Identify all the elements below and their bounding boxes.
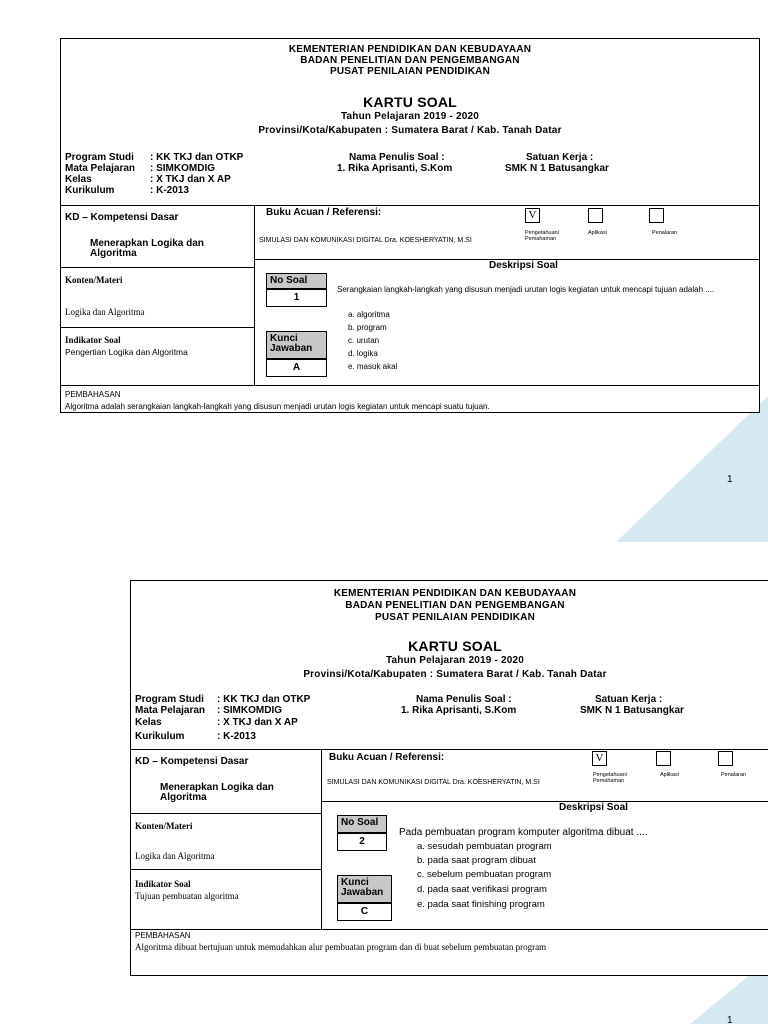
academic-year: Tahun Pelajaran 2019 - 2020	[340, 111, 480, 122]
agency-heading: BADAN PENELITIAN DAN PENGEMBANGAN	[300, 55, 520, 66]
author-label: Nama Penulis Soal :	[416, 694, 512, 705]
question-text: Pada pembuatan program komputer algoritma dibuat ....	[399, 827, 648, 838]
program-label: Program Studi	[65, 152, 134, 163]
indicator-label: Indikator Soal	[135, 879, 191, 889]
decorative-triangle	[616, 396, 768, 542]
option-a: a. sesudah pembuatan program	[417, 841, 552, 852]
question-number-value: 2	[337, 833, 387, 851]
reference-label: Buku Acuan / Referensi:	[266, 207, 382, 218]
content-label: Konten/Materi	[65, 275, 123, 285]
level-label-reasoning: Penalaran	[652, 230, 678, 236]
option-d: d. logika	[348, 349, 378, 358]
level-label-understanding: Pengetahuan/ Pemahaman	[525, 230, 560, 242]
center-heading: PUSAT PENILAIAN PENDIDIKAN	[329, 66, 491, 77]
kd-value: Menerapkan Logika dan Algoritma	[160, 782, 274, 803]
discussion-text: Algoritma dibuat bertujuan untuk memudahkan alur pembuatan program dan di buat sebelum pembuatan program	[135, 942, 547, 952]
level-checkbox-reasoning[interactable]	[649, 208, 664, 223]
region-line: Provinsi/Kota/Kabupaten : Sumatera Barat / Kab. Tanah Datar	[258, 125, 562, 136]
answer-key-label: Kunci Jawaban	[337, 875, 392, 903]
region-line: Provinsi/Kota/Kabupaten : Sumatera Barat / Kab. Tanah Datar	[303, 669, 607, 680]
question-text: Serangkaian langkah-langkah yang disusun menjadi urutan logis kegiatan untuk mencapi tujuan adalah ....	[337, 285, 715, 294]
option-c: c. urutan	[348, 336, 380, 345]
option-d: d. pada saat verifikasi program	[417, 884, 547, 895]
card-title: KARTU SOAL	[408, 638, 502, 654]
author-value: 1. Rika Aprisanti, S.Kom	[401, 705, 517, 716]
ministry-heading: KEMENTERIAN PENDIDIKAN DAN KEBUDAYAAN	[333, 588, 577, 599]
option-e: e. masuk akal	[348, 362, 398, 371]
level-checkbox-reasoning[interactable]	[718, 751, 733, 766]
question-card	[60, 38, 760, 413]
page-number: 1	[727, 474, 733, 485]
reference-value: SIMULASI DAN KOMUNIKASI DIGITAL Dra. KOESHERYATIN, M.SI	[259, 237, 472, 244]
discussion-label: PEMBAHASAN	[135, 931, 191, 940]
level-label-reasoning: Penalaran	[721, 772, 747, 778]
curriculum-value: : K-2013	[217, 731, 256, 742]
work-unit-label: Satuan Kerja :	[595, 694, 663, 705]
work-unit-value: SMK N 1 Batusangkar	[580, 705, 684, 716]
option-a: a. algoritma	[348, 310, 390, 319]
subject-value: : SIMKOMDIG	[217, 705, 282, 716]
level-checkbox-understanding[interactable]: V	[592, 751, 607, 766]
level-label-understanding: Pengetahuan/ Pemahaman	[593, 772, 628, 784]
content-value: Logika dan Algoritma	[65, 307, 145, 317]
level-checkbox-understanding[interactable]: V	[525, 208, 540, 223]
program-value: : KK TKJ dan OTKP	[217, 694, 311, 705]
page-number: 1	[727, 1015, 733, 1024]
reference-label: Buku Acuan / Referensi:	[329, 752, 445, 763]
author-value: 1. Rika Aprisanti, S.Kom	[337, 163, 453, 174]
ministry-heading: KEMENTERIAN PENDIDIKAN DAN KEBUDAYAAN	[288, 44, 532, 55]
discussion-text: Algoritma adalah serangkaian langkah-langkah yang disusun menjadi urutan logis kegiatan untuk mencapi suatu tujuan.	[65, 402, 490, 411]
agency-heading: BADAN PENELITIAN DAN PENGEMBANGAN	[345, 600, 565, 611]
option-b: b. program	[348, 323, 387, 332]
subject-label: Mata Pelajaran	[135, 705, 206, 716]
kd-value: Menerapkan Logika dan Algoritma	[90, 238, 204, 259]
indicator-value: Tujuan pembuatan algoritma	[135, 891, 239, 901]
academic-year: Tahun Pelajaran 2019 - 2020	[385, 655, 525, 666]
level-label-application: Aplikasi	[588, 230, 607, 236]
program-value: : KK TKJ dan OTKP	[150, 152, 244, 163]
indicator-value: Pengertian Logika dan Algoritma	[65, 347, 188, 357]
class-value: : X TKJ dan X AP	[150, 174, 231, 185]
class-label: Kelas	[135, 717, 162, 728]
answer-key-value: C	[337, 903, 392, 921]
class-value: : X TKJ dan X AP	[217, 717, 298, 728]
indicator-label: Indikator Soal	[65, 335, 121, 345]
description-label: Deskripsi Soal	[489, 260, 558, 271]
center-heading: PUSAT PENILAIAN PENDIDIKAN	[374, 612, 536, 623]
option-c: c. sebelum pembuatan program	[417, 869, 552, 880]
curriculum-value: : K-2013	[150, 185, 189, 196]
question-number-label: No Soal	[266, 273, 327, 289]
answer-key-value: A	[266, 359, 327, 377]
subject-label: Mata Pelajaran	[65, 163, 136, 174]
option-e: e. pada saat finishing program	[417, 899, 545, 910]
option-b: b. pada saat program dibuat	[417, 855, 536, 866]
description-label: Deskripsi Soal	[559, 802, 628, 813]
reference-value: SIMULASI DAN KOMUNIKASI DIGITAL Dra. KOESHERYATIN, M.SI	[327, 779, 540, 786]
discussion-label: PEMBAHASAN	[65, 390, 121, 399]
curriculum-label: Kurikulum	[65, 185, 115, 196]
question-card	[130, 580, 768, 976]
level-checkbox-application[interactable]	[656, 751, 671, 766]
card-title: KARTU SOAL	[363, 94, 457, 110]
content-label: Konten/Materi	[135, 821, 193, 831]
level-checkbox-application[interactable]	[588, 208, 603, 223]
work-unit-label: Satuan Kerja :	[526, 152, 594, 163]
kd-label: KD – Kompetensi Dasar	[135, 756, 249, 767]
work-unit-value: SMK N 1 Batusangkar	[505, 163, 609, 174]
content-value: Logika dan Algoritma	[135, 851, 215, 861]
level-label-application: Aplikasi	[660, 772, 679, 778]
question-number-value: 1	[266, 289, 327, 307]
program-label: Program Studi	[135, 694, 204, 705]
subject-value: : SIMKOMDIG	[150, 163, 215, 174]
kd-label: KD – Kompetensi Dasar	[65, 212, 179, 223]
author-label: Nama Penulis Soal :	[349, 152, 445, 163]
curriculum-label: Kurikulum	[135, 731, 185, 742]
class-label: Kelas	[65, 174, 92, 185]
question-number-label: No Soal	[337, 815, 387, 833]
answer-key-label: Kunci Jawaban	[266, 331, 327, 359]
